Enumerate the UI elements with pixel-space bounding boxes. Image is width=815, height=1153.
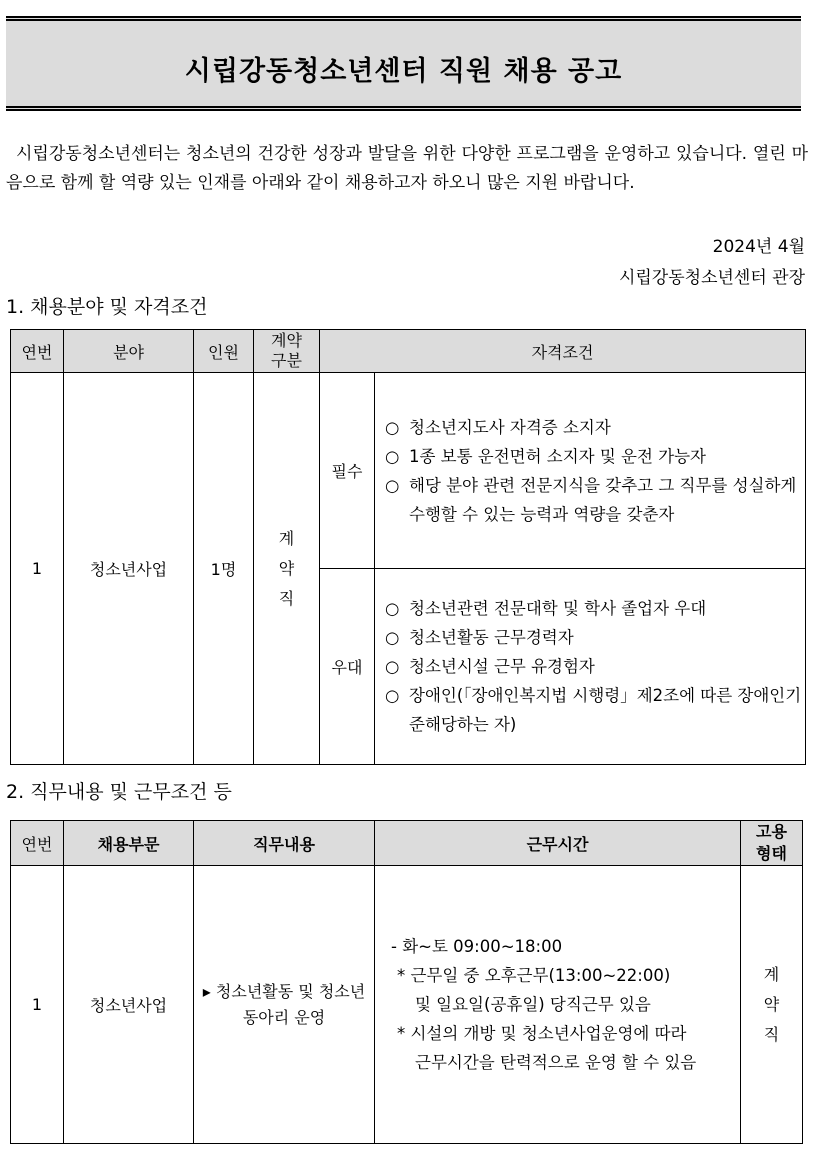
row-no: 1 xyxy=(11,866,64,1144)
table-header-row xyxy=(11,330,806,373)
circle-bullet-icon: ○ xyxy=(385,686,400,705)
intro-text: 시립강동청소년센터는 청소년의 건강한 성장과 발달을 위한 다양한 프로그램을 운영하고 있습니다. 열린 마음으로 함께 할 역량 있는 인재를 아래와 같이 채용하고자 하오니 많은 지원 바랍니다. xyxy=(6,144,808,193)
row-hours xyxy=(375,866,741,1144)
section1-heading: 1. 채용분야 및 자격조건 xyxy=(6,296,208,318)
contract-char: 계 xyxy=(278,528,295,548)
list-item xyxy=(385,442,805,471)
table-row xyxy=(11,866,803,1144)
intro-paragraph xyxy=(6,140,808,198)
list-item xyxy=(385,594,805,623)
row-duty xyxy=(194,866,375,1144)
contract-char: 직 xyxy=(278,588,295,608)
item-text: 1종 보통 운전면허 소지자 및 운전 가능자 xyxy=(409,446,706,466)
header-field: 분야 xyxy=(64,330,194,373)
row-no: 1 xyxy=(11,373,64,765)
type-char: 약 xyxy=(763,994,780,1014)
header-hours: 근무시간 xyxy=(375,821,741,866)
list-item xyxy=(385,471,805,529)
item-text: 해당 분야 관련 전문지식을 갖추고 그 직무를 성실하게 수행할 수 있는 능력과 역량을 갖춘자 xyxy=(409,475,797,524)
row-field: 청소년사업 xyxy=(64,373,194,765)
contract-char: 약 xyxy=(278,558,295,578)
circle-bullet-icon: ○ xyxy=(385,417,400,437)
item-text: 장애인(「장애인복지법 시행령」제2조에 따른 장애인기준해당하는 자) xyxy=(409,686,802,734)
duty-table xyxy=(10,820,803,1144)
circle-bullet-icon: ○ xyxy=(385,446,400,466)
header-duty: 직무내용 xyxy=(194,821,375,866)
item-text: 청소년활동 근무경력자 xyxy=(409,628,574,647)
item-text: 청소년관련 전문대학 및 학사 졸업자 우대 xyxy=(409,599,707,618)
row-count: 1명 xyxy=(194,373,254,765)
item-text: 청소년지도사 자격증 소지자 xyxy=(409,417,611,437)
section2-heading: 2. 직무내용 및 근무조건 등 xyxy=(6,781,232,803)
header-contract: 계약 구분 xyxy=(254,330,320,373)
row-dept: 청소년사업 xyxy=(64,866,194,1144)
hours-main: - 화~토 09:00~18:00 xyxy=(391,937,563,956)
notice-date: 2024년 4월 xyxy=(712,237,805,257)
item-text: 청소년시설 근무 유경험자 xyxy=(409,657,595,676)
type-char: 직 xyxy=(763,1024,780,1044)
header-no: 연번 xyxy=(11,821,64,866)
circle-bullet-icon: ○ xyxy=(385,475,400,495)
header-qualification: 자격조건 xyxy=(320,330,806,373)
list-item xyxy=(385,623,805,652)
list-item xyxy=(385,652,805,681)
circle-bullet-icon: ○ xyxy=(385,657,400,676)
table-header-row xyxy=(11,821,803,866)
hours-note: * 근무일 중 오후근무(13:00~22:00) xyxy=(397,966,671,985)
list-item xyxy=(385,681,805,739)
qualification-table xyxy=(10,329,806,765)
row-contract xyxy=(254,373,320,765)
notice-organization: 시립강동청소년센터 관장 xyxy=(618,268,805,288)
hours-note: 근무시간을 탄력적으로 운영 할 수 있음 xyxy=(415,1053,697,1072)
header-no: 연번 xyxy=(11,330,64,373)
header-count: 인원 xyxy=(194,330,254,373)
hours-note: 및 일요일(공휴일) 당직근무 있음 xyxy=(415,995,651,1014)
table-row xyxy=(11,373,806,569)
preferred-list xyxy=(375,569,806,765)
hours-note: * 시설의 개방 및 청소년사업운영에 따라 xyxy=(397,1024,687,1043)
title-box xyxy=(6,16,801,111)
header-dept: 채용부문 xyxy=(64,821,194,866)
required-label: 필수 xyxy=(320,373,375,569)
row-type xyxy=(741,866,803,1144)
preferred-label: 우대 xyxy=(320,569,375,765)
list-item xyxy=(385,413,805,442)
duty-text: ▸ 청소년활동 및 청소년동아리 운영 xyxy=(202,981,366,1027)
circle-bullet-icon: ○ xyxy=(385,628,400,647)
circle-bullet-icon: ○ xyxy=(385,599,400,618)
required-list xyxy=(375,373,806,569)
header-type: 고용 형태 xyxy=(741,821,803,866)
page-title: 시립강동청소년센터 직원 채용 공고 xyxy=(184,56,623,87)
type-char: 계 xyxy=(763,964,780,984)
